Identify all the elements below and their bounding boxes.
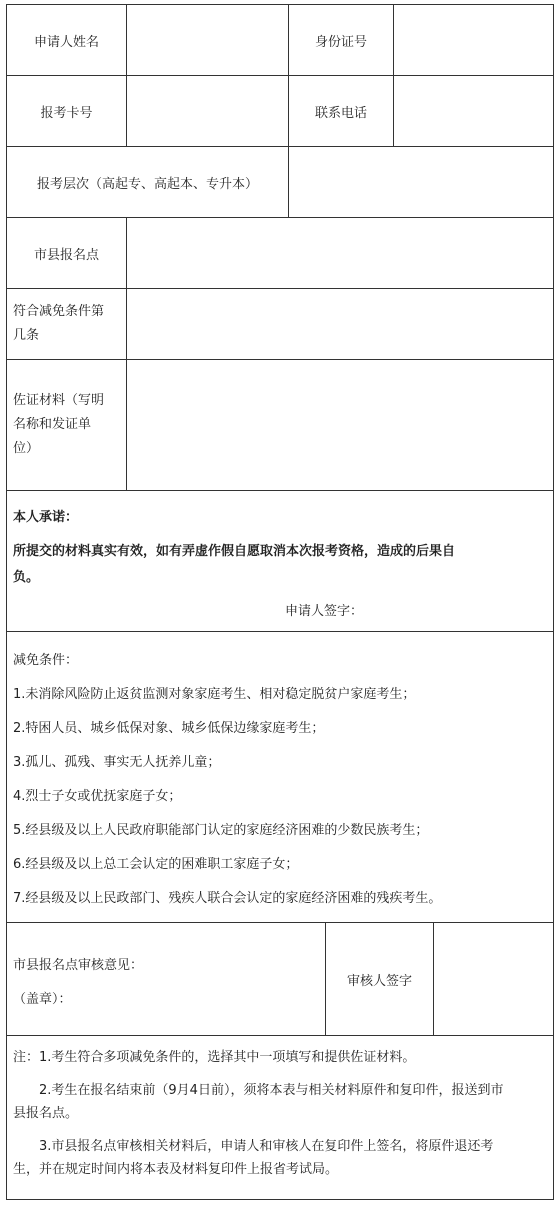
evidence-label: [6, 359, 127, 491]
condition-item-2: 2.特困人员、城乡低保对象、城乡低保边缘家庭考生；: [13, 721, 325, 736]
condition-item-4: 4.烈士子女或优抚家庭子女；: [13, 789, 182, 804]
phone-label: [288, 75, 394, 147]
reviewer-signature-field[interactable]: [433, 922, 554, 1036]
phone-label-text: 联系电话: [314, 105, 367, 121]
applicant-signature-label: 申请人签字：: [285, 604, 364, 619]
pledge-title: 本人承诺：: [13, 510, 79, 525]
reduction-conditions-section: [6, 631, 554, 923]
applicant-name-field[interactable]: [126, 4, 289, 76]
reduction-application-form: [6, 4, 554, 1200]
exam-level-label: [6, 146, 289, 218]
note-line-1: 注：1.考生符合多项减免条件的，选择其中一项填写和提供佐证材料。: [13, 1050, 416, 1065]
evidence-label-line2: 名称和发证单: [13, 417, 92, 432]
id-number-field[interactable]: [393, 4, 554, 76]
exam-card-label: [6, 75, 127, 147]
pledge-section: [6, 490, 554, 632]
condition-item-1: 1.未消除风险防止返贫监测对象家庭考生、相对稳定脱贫户家庭考生；: [13, 687, 416, 702]
note-line-2a: 2.考生在报名结束前（9月4日前），须将本表与相关材料原件和复印件，报送到市: [39, 1083, 504, 1098]
pledge-text-line1: 所提交的材料真实有效，如有弄虚作假自愿取消本次报考资格，造成的后果自: [13, 544, 456, 559]
exam-card-field[interactable]: [126, 75, 289, 147]
applicant-name-label: [6, 4, 127, 76]
reviewer-signature-label-text: 审核人签字: [346, 973, 412, 989]
condition-item-3: 3.孤儿、孤残、事实无人抚养儿童；: [13, 755, 221, 770]
condition-item-7: 7.经县级及以上民政部门、残疾人联合会认定的家庭经济困难的残疾考生。: [13, 891, 442, 906]
review-opinion-section[interactable]: [6, 922, 326, 1036]
evidence-field[interactable]: [126, 359, 554, 491]
evidence-label-line3: 位）: [13, 441, 40, 456]
id-number-label-text: 身份证号: [314, 34, 367, 50]
phone-field[interactable]: [393, 75, 554, 147]
id-number-label: [288, 4, 394, 76]
registration-site-field[interactable]: [126, 217, 554, 289]
applicant-name-label-text: 申请人姓名: [33, 34, 99, 50]
condition-number-label: [6, 288, 127, 360]
condition-item-6: 6.经县级及以上总工会认定的困难职工家庭子女；: [13, 857, 299, 872]
conditions-title: 减免条件：: [13, 653, 79, 668]
reviewer-signature-label: [325, 922, 434, 1036]
pledge-text-line2: 负。: [13, 570, 40, 585]
review-opinion-label: 市县报名点审核意见：: [13, 958, 144, 973]
notes-section: [6, 1035, 554, 1200]
note-line-3b: 生，并在规定时间内将本表及材料复印件上报省考试局。: [13, 1162, 339, 1177]
condition-number-field[interactable]: [126, 288, 554, 360]
seal-label: （盖章）：: [13, 992, 72, 1007]
exam-level-field[interactable]: [288, 146, 554, 218]
exam-card-label-text: 报考卡号: [40, 105, 93, 121]
registration-site-label-text: 市县报名点: [33, 247, 99, 263]
condition-item-5: 5.经县级及以上人民政府职能部门认定的家庭经济困难的少数民族考生；: [13, 823, 429, 838]
condition-number-label-line2: 几条: [13, 328, 40, 343]
note-line-2b: 县报名点。: [13, 1106, 79, 1121]
condition-number-label-line1: 符合减免条件第: [13, 304, 105, 319]
note-line-3a: 3.市县报名点审核相关材料后，申请人和审核人在复印件上签名，将原件退还考: [39, 1139, 494, 1154]
registration-site-label: [6, 217, 127, 289]
exam-level-label-text: 报考层次（高起专、高起本、专升本）: [36, 176, 258, 192]
evidence-label-line1: 佐证材料（写明: [13, 393, 105, 408]
